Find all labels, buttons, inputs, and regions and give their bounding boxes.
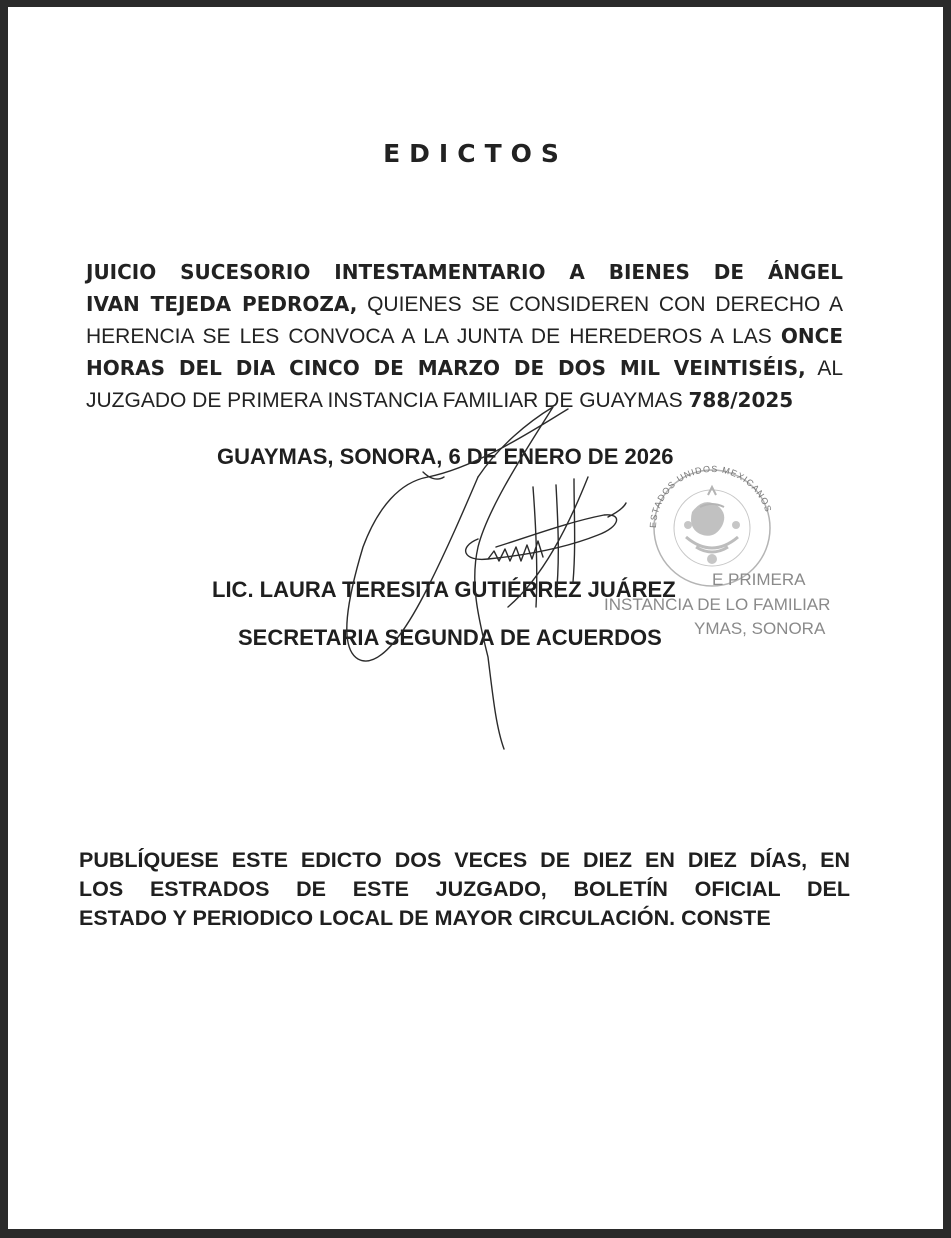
bold-run: 788/2025 xyxy=(688,388,794,412)
text-run: QUIENES SE CONSIDEREN CON DERECHO A xyxy=(357,293,843,316)
signer-name: LIC. LAURA TERESITA GUTIÉRREZ JUÁREZ xyxy=(212,577,676,602)
document-page xyxy=(8,7,943,1229)
svg-text:ESTADOS UNIDOS MEXICANOS xyxy=(648,464,774,528)
body-line xyxy=(86,320,843,353)
mexican-coat-of-arms-seal-icon xyxy=(654,470,770,586)
bold-run: IVAN TEJEDA PEDROZA, xyxy=(86,292,358,316)
body-line xyxy=(86,352,843,385)
place-date: GUAYMAS, SONORA, 6 DE ENERO DE 2026 xyxy=(217,444,674,469)
body-line xyxy=(86,288,843,321)
body-line xyxy=(86,256,843,288)
publication-line: LOS ESTRADOS DE ESTE JUZGADO, BOLETÍN OFICIAL DEL xyxy=(79,877,850,901)
stamp-line-3: YMAS, SONORA xyxy=(694,619,826,638)
body-line xyxy=(86,384,843,417)
publication-line: PUBLÍQUESE ESTE EDICTO DOS VECES DE DIEZ EN DIEZ DÍAS, EN xyxy=(79,848,850,872)
text-run: JUZGADO DE PRIMERA INSTANCIA FAMILIAR DE GUAYMAS xyxy=(86,389,689,412)
handwritten-signature xyxy=(8,7,943,1229)
publication-line: ESTADO Y PERIODICO LOCAL DE MAYOR CIRCULACIÓN. CONSTE xyxy=(79,906,771,930)
court-seal xyxy=(8,7,943,1229)
stamp-line-2: INSTANCIA DE LO FAMILIAR xyxy=(604,595,831,614)
document-title: EDICTOS xyxy=(383,139,568,168)
signer-title: SECRETARIA SEGUNDA DE ACUERDOS xyxy=(238,625,662,650)
stamp-line-1: E PRIMERA xyxy=(712,570,806,589)
bold-run: JUICIO SUCESORIO INTESTAMENTARIO A BIENES DE ÁNGEL xyxy=(86,260,843,284)
text-run: AL xyxy=(805,357,844,380)
seal-ring-text: ESTADOS UNIDOS MEXICANOS xyxy=(647,463,774,529)
bold-run: ONCE xyxy=(780,324,843,348)
text-run: HERENCIA SE LES CONVOCA A LA JUNTA DE HEREDEROS A LAS xyxy=(86,325,781,348)
bold-run: HORAS DEL DIA CINCO DE MARZO DE DOS MIL VEINTISÉIS, xyxy=(86,356,806,380)
